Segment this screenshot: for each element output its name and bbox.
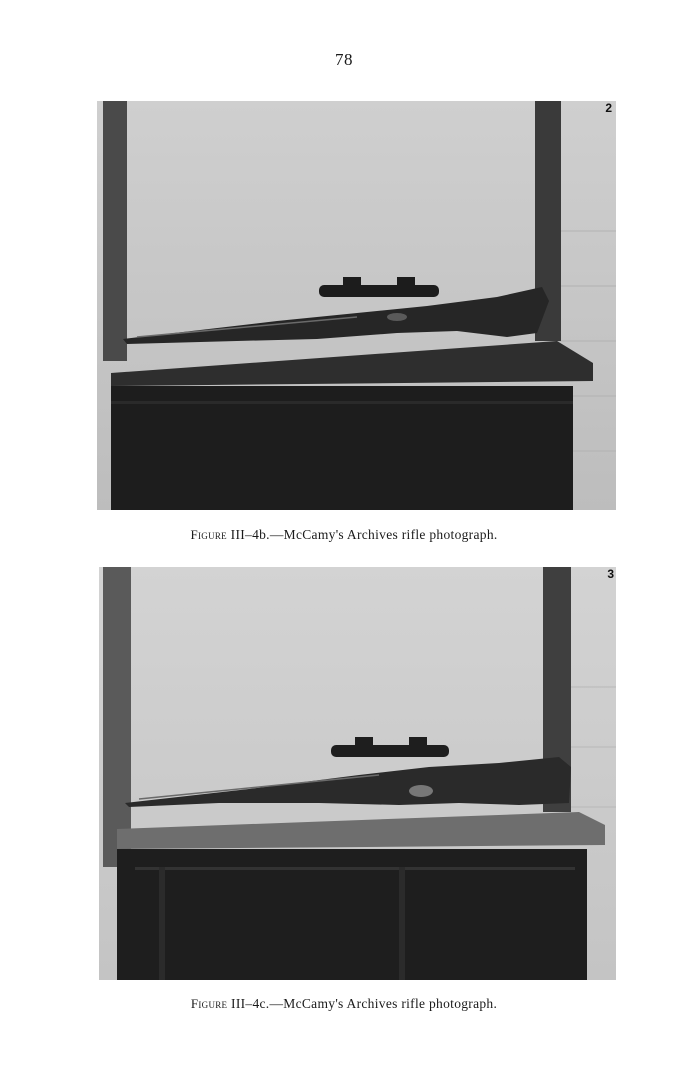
caption-c-prefix: Figure [190, 996, 228, 1011]
caption-b-text: III–4b.—McCamy's Archives rifle photograph. [226, 527, 498, 542]
rifle-photograph-c [99, 567, 616, 980]
caption-c-text: III–4c.—McCamy's Archives rifle photograph. [227, 996, 498, 1011]
rifle-photo-c-image [99, 567, 616, 980]
page-number: 78 [335, 50, 353, 69]
plate-mark-c: 3 [607, 567, 614, 581]
plate-mark-b: 2 [605, 101, 612, 115]
figure-caption-c [0, 996, 688, 1012]
caption-b-prefix: Figure [190, 527, 227, 542]
figure-caption-b [0, 527, 688, 543]
rifle-photograph-b [97, 101, 616, 510]
rifle-photo-b-image [97, 101, 616, 510]
